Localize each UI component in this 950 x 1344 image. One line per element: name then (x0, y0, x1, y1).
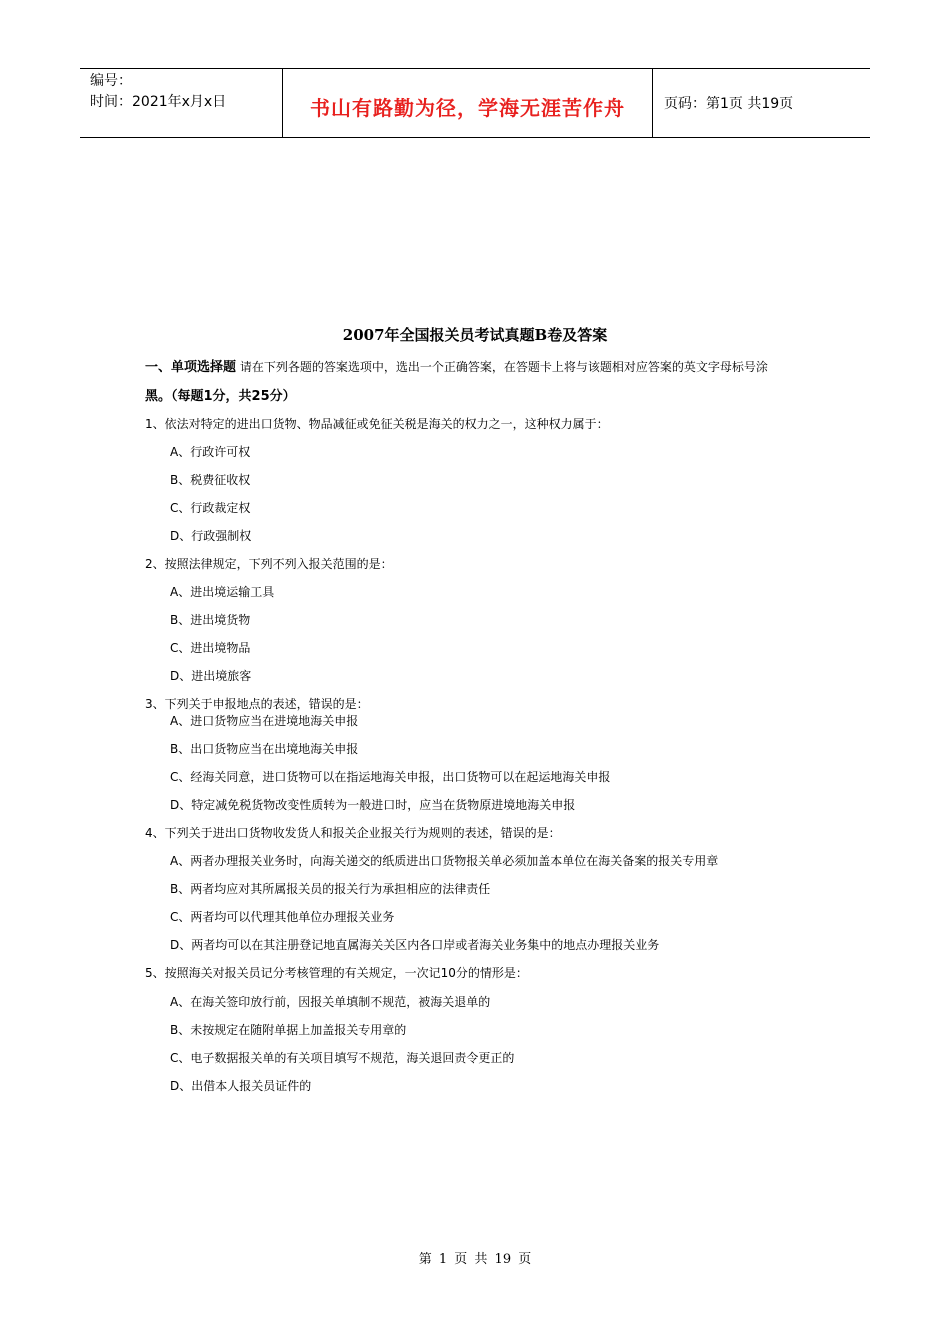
question-3-option-b: B、出口货物应当在出境地海关申报 (170, 742, 359, 756)
question-2-option-c: C、进出境物品 (170, 641, 251, 655)
question-3-option-d: D、特定减免税货物改变性质转为一般进口时，应当在货物原进境地海关申报 (170, 798, 576, 812)
header-page-info: 页码：第1页 共19页 (664, 96, 794, 112)
question-5-option-a: A、在海关签印放行前，因报关单填制不规范，被海关退单的 (170, 995, 491, 1009)
question-5-option-b: B、未按规定在随附单据上加盖报关专用章的 (170, 1023, 407, 1037)
question-4-option-d: D、两者均可以在其注册登记地直属海关关区内各口岸或者海关业务集中的地点办理报关业务 (170, 938, 660, 952)
page-footer: 第 1 页 共 19 页 (418, 1252, 532, 1267)
header-meta (80, 69, 282, 137)
header-motto-cell (282, 69, 653, 137)
question-1-option-d: D、行政强制权 (170, 529, 252, 543)
question-2-option-b: B、进出境货物 (170, 613, 251, 627)
question-4-option-a: A、两者办理报关业务时，向海关递交的纸质进出口货物报关单必须加盖本单位在海关备案的报关专用章 (170, 854, 719, 868)
doc-date-label: 时间：2021年x月x日 (90, 94, 227, 110)
question-4-option-b: B、两者均应对其所属报关员的报关行为承担相应的法律责任 (170, 882, 491, 896)
question-2: 2、按照法律规定，下列不列入报关范围的是： (145, 557, 393, 571)
header-motto: 书山有路勤为径，学海无涯苦作舟 (310, 96, 625, 120)
question-4: 4、下列关于进出口货物收发货人和报关企业报关行为规则的表述，错误的是： (145, 826, 561, 840)
section-heading: 一、单项选择题 (145, 360, 237, 375)
question-5-option-d: D、出借本人报关员证件的 (170, 1079, 312, 1093)
question-1: 1、依法对特定的进出口货物、物品减征或免征关税是海关的权力之一，这种权力属于： (145, 417, 609, 431)
section-instruction-cont: 黑。（每题1分，共25分） (145, 389, 296, 404)
question-5: 5、按照海关对报关员记分考核管理的有关规定，一次记10分的情形是： (145, 966, 528, 980)
section-instruction: 请在下列各题的答案选项中，选出一个正确答案，在答题卡上将与该题相对应答案的英文字母标号涂 (239, 360, 768, 374)
question-3-option-a: A、进口货物应当在进境地海关申报 (170, 714, 359, 728)
question-2-option-d: D、进出境旅客 (170, 669, 252, 683)
question-4-option-c: C、两者均可以代理其他单位办理报关业务 (170, 910, 395, 924)
question-1-option-a: A、行政许可权 (170, 445, 251, 459)
question-3: 3、下列关于申报地点的表述，错误的是： (145, 697, 369, 711)
doc-number-label: 编号： (90, 73, 132, 89)
question-3-option-c: C、经海关同意，进口货物可以在指运地海关申报，出口货物可以在起运地海关申报 (170, 770, 611, 784)
document-title: 2007年全国报关员考试真题B卷及答案 (342, 326, 608, 344)
section-heading-line (145, 360, 768, 375)
question-1-option-c: C、行政裁定权 (170, 501, 251, 515)
question-5-option-c: C、电子数据报关单的有关项目填写不规范，海关退回责令更正的 (170, 1051, 515, 1065)
question-1-option-b: B、税费征收权 (170, 473, 251, 487)
question-2-option-a: A、进出境运输工具 (170, 585, 275, 599)
page-header (80, 68, 870, 138)
